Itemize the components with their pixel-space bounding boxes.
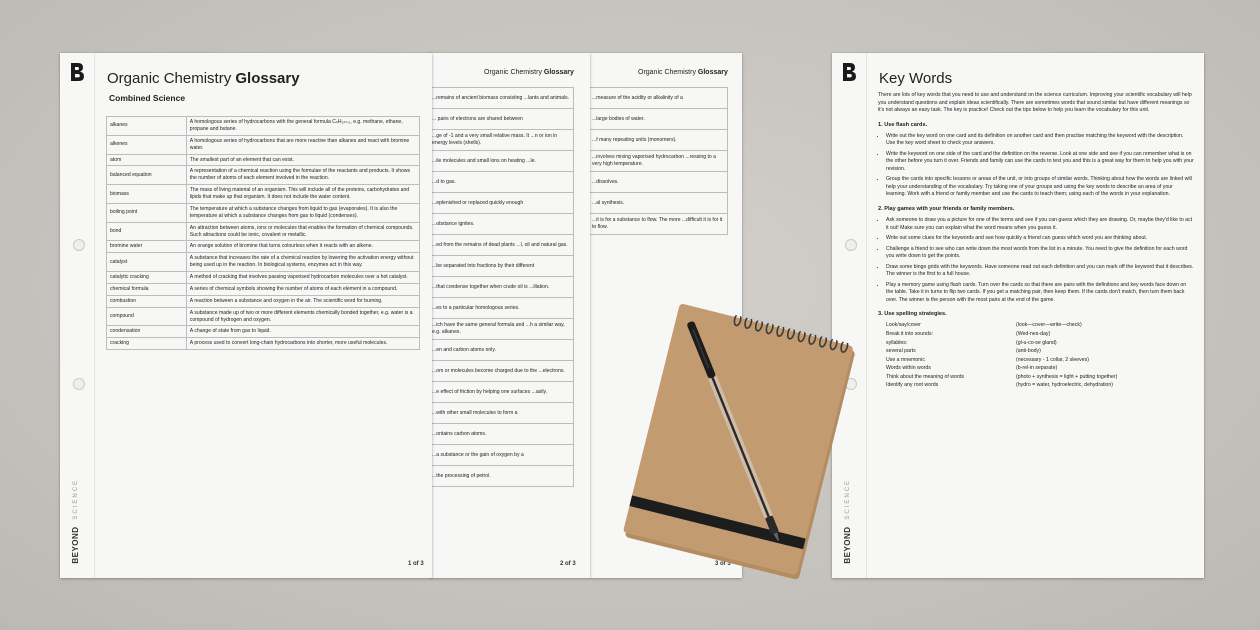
binder-hole (73, 378, 85, 390)
glossary-row (107, 241, 420, 253)
spelling-strategy: Words within words (886, 365, 931, 372)
glossary-term: alkanes (107, 117, 187, 136)
glossary-row (107, 338, 420, 350)
glossary-definition: A homologous series of hydrocarbons that are more reactive than alkanes and react with bromine water. (186, 135, 419, 154)
brand-vertical (71, 479, 80, 564)
brand-vertical (843, 479, 852, 564)
key-words-page (832, 53, 1204, 578)
spelling-example: (gl-u-co-se gland) (1016, 339, 1057, 346)
spelling-strategies (878, 322, 1194, 389)
brand-sub: SCIENCE (73, 479, 79, 521)
glossary-row (430, 172, 574, 193)
glossary-definition: ...with other small molecules to form a (430, 403, 574, 424)
glossary-row (107, 185, 420, 204)
spelling-strategy: Think about the meaning of words (886, 373, 965, 380)
brand-sub: SCIENCE (845, 479, 851, 521)
intro-paragraph: There are lots of key words that you need to use and understand on the science curriculum. Improving your scientific vocabulary will help you understand questions and explain ideas scientifically. There are sometimes words that sound similar but have different meanings so it's not always an easy task. The key is practice! Check out the tips below to help you learn the vocabulary for this unit. (878, 92, 1192, 114)
glossary-term: balanced equation (107, 166, 187, 185)
glossary-page-2 (430, 53, 590, 578)
section-heading-3: 3. Use spelling strategies. (878, 311, 947, 318)
glossary-row (430, 319, 574, 340)
spelling-strategy: Use a mnemonic (886, 356, 925, 363)
glossary-row (430, 445, 574, 466)
glossary-definition: ... pairs of electrons are shared between (430, 109, 574, 130)
glossary-row (430, 403, 574, 424)
spelling-strategy: several parts (886, 348, 916, 355)
glossary-term: bromine water (107, 241, 187, 253)
glossary-term: compound (107, 307, 187, 326)
glossary-definition: ...it is for a substance to flow. The more ...difficult it is for it to flow. (590, 214, 728, 235)
glossary-definition: A representation of a chemical reaction using the formulae of the reactants and products. It shows the number of atoms of each element involved in the reaction. (186, 166, 419, 185)
glossary-term: combustion (107, 295, 187, 307)
glossary-definition: A substance that increases the rate of a chemical reaction by lowering the activation energy without being used up in the reaction. In biological systems, enzymes act in this way. (186, 253, 419, 272)
glossary-definition: An attraction between atoms, ions or molecules that enables the formation of chemical compounds. Such attractions could be ionic, covalent or metallic. (186, 222, 419, 241)
page-number: 3 of 3 (715, 561, 731, 567)
glossary-row (107, 166, 420, 185)
header-bold: Glossary (697, 69, 728, 76)
glossary-row (590, 193, 728, 214)
page-title (107, 70, 300, 87)
glossary-row (430, 466, 574, 487)
spelling-example: (Wed-nes-day) (1016, 331, 1051, 338)
glossary-definition: ...d to gas. (430, 172, 574, 193)
page-title: Key Words (879, 70, 953, 87)
brand-name: BEYOND (843, 526, 852, 564)
header-bold: Glossary (543, 69, 574, 76)
glossary-table-3 (590, 87, 728, 235)
glossary-row (430, 109, 574, 130)
glossary-page-1 (60, 53, 432, 578)
spelling-example: (anti-body) (1016, 348, 1041, 355)
glossary-row (107, 326, 420, 338)
page-3-header (638, 69, 728, 76)
page-subtitle: Combined Science (109, 93, 186, 103)
glossary-row (107, 135, 420, 154)
brand-name: BEYOND (71, 526, 80, 564)
glossary-term: cracking (107, 338, 187, 350)
tip-item: • Draw some bingo grids with the keywords. Have someone read out each definition and you can mark off the keyword that it describes. The winner is the first to a full house. (886, 264, 1194, 279)
section-heading-1: 1. Use flash cards. (878, 121, 928, 128)
glossary-row (590, 130, 728, 151)
page-number: 2 of 3 (560, 561, 576, 567)
glossary-definition: ...dissolves. (590, 172, 728, 193)
glossary-definition: ...ontains carbon atoms. (430, 424, 574, 445)
glossary-row (107, 222, 420, 241)
spelling-example: (look—cover—write—check) (1016, 322, 1082, 329)
title-light: Organic Chemistry (107, 70, 232, 87)
tip-item: • Write out some clues for the keywords and see how quickly a friend can guess which word you are thinking about. (886, 235, 1194, 243)
glossary-term: condensation (107, 326, 187, 338)
glossary-row (107, 253, 420, 272)
beyond-logo-icon (841, 61, 857, 83)
tip-item: • Challenge a friend to see who can write down the most words from the list in a minute. You need to give the definition for each word you write down to get the points. (886, 246, 1194, 261)
glossary-definition: An orange solution of bromine that turns colourless when it reacts with an alkene. (186, 241, 419, 253)
glossary-definition: ...al synthesis. (590, 193, 728, 214)
glossary-definition: ...obstance ignites. (430, 214, 574, 235)
glossary-term: alkenes (107, 135, 187, 154)
glossary-row (430, 277, 574, 298)
tip-item: • Play a memory game using flash cards. Turn over the cards so that there are pairs with the definitions and key words face down on the table. Take it in turns to flip two cards. If you get a matching pair, then keep them. If the cards don't match, then turn them back over. The winner is the person with the most pairs at the end of the game. (886, 282, 1194, 305)
title-bold: Glossary (235, 70, 300, 87)
glossary-term: biomass (107, 185, 187, 204)
glossary-definition: The mass of living material of an organism. This will include all of the proteins, carbohydrates and lipids that make up that organism. It does not include the water content. (186, 185, 419, 204)
spelling-example: (b-rel-in separate) (1016, 365, 1058, 372)
glossary-row (430, 382, 574, 403)
glossary-definition: A series of chemical symbols showing the number of atoms of each element in a compound. (186, 283, 419, 295)
spelling-strategy: syllables: (886, 339, 908, 346)
glossary-row (430, 340, 574, 361)
glossary-definition: A process used to convert long-chain hydrocarbons into shorter, more useful molecules. (186, 338, 419, 350)
glossary-definition: A reaction between a substance and oxygen in the air. The scientific word for burning. (186, 295, 419, 307)
glossary-row (590, 88, 728, 109)
page-2-header (484, 69, 574, 76)
glossary-term: chemical formula (107, 283, 187, 295)
glossary-row (590, 214, 728, 235)
glossary-row (430, 88, 574, 109)
glossary-definition: ...ed from the remains of dead plants ...l, oil and natural gas. (430, 235, 574, 256)
glossary-row (590, 109, 728, 130)
glossary-definition: ...involves mixing vaporised hydrocarbon ...ressing to a very high temperature. (590, 151, 728, 172)
glossary-row (590, 172, 728, 193)
glossary-definition: ...es to a particular homologous series. (430, 298, 574, 319)
glossary-row (107, 154, 420, 166)
glossary-definition: ...om or molecules become charged due to the ...electrons. (430, 361, 574, 382)
glossary-definition: ...the processing of petrol. (430, 466, 574, 487)
glossary-row (107, 272, 420, 284)
glossary-term: atom (107, 154, 187, 166)
spelling-strategy: Identify any root words (886, 382, 939, 389)
spelling-example: (necessary - 1 collar, 2 sleeves) (1016, 356, 1089, 363)
glossary-row (107, 117, 420, 136)
glossary-definition: The temperature at which a substance changes from liquid to gas (evaporates). It is also the temperature at which a substance changes from gas to liquid (condenses). (186, 203, 419, 222)
glossary-row (430, 193, 574, 214)
glossary-row (430, 130, 574, 151)
glossary-definition: ...eplenished or replaced quickly enough (430, 193, 574, 214)
tip-item: • Ask someone to draw you a picture for one of the terms and see if you can guess which they are drawing. Or, maybe they'd like to act it out! Make sure you can explain what the word means when you guess it. (886, 217, 1194, 232)
beyond-logo-icon (69, 61, 85, 83)
tips-list-2 (878, 217, 1194, 304)
key-words-body (878, 92, 1194, 390)
spelling-strategy: Break it into sounds: (886, 331, 934, 338)
glossary-definition: ...ge of -1 and a very small relative mass. It ...n or ion in energy levels (shells). (430, 130, 574, 151)
spelling-example: (photo + synthesis = light + putting together) (1016, 373, 1118, 380)
spelling-strategy: Look/say/cover (886, 322, 921, 329)
glossary-definition: ...be separated into fractions by their different (430, 256, 574, 277)
glossary-term: bond (107, 222, 187, 241)
glossary-term: boiling point (107, 203, 187, 222)
glossary-definition: ...f many repeating units (monomers). (590, 130, 728, 151)
glossary-definition: A substance made up of two or more different elements chemically bonded together, e.g. water is a compound of hydrogen and oxygen. (186, 307, 419, 326)
glossary-row (430, 298, 574, 319)
binder-hole (845, 239, 857, 251)
glossary-row (590, 151, 728, 172)
glossary-definition: ...e effect of friction by helping one surfaces ...asily. (430, 382, 574, 403)
glossary-definition: A change of state from gas to liquid. (186, 326, 419, 338)
glossary-definition: ...ile molecules and small ions on heating ...le. (430, 151, 574, 172)
tip-item: • Write the keyword on one side of the card and the definition on the reverse. Look at one side and see if you can remember what is on the other before you turn it over. Friends and family can use the cards to test you and this is a great way for them to help you with your revision. (886, 151, 1194, 174)
glossary-row (107, 203, 420, 222)
glossary-definition: ...remains of ancient biomass consisting ...lants and animals. (430, 88, 574, 109)
glossary-row (107, 283, 420, 295)
glossary-definition: ...ich have the same general formula and ...h a similar way, e.g. alkanes. (430, 319, 574, 340)
glossary-table-2 (430, 87, 574, 487)
glossary-row (107, 307, 420, 326)
glossary-row (430, 361, 574, 382)
glossary-definition: ...measure of the acidity or alkalinity of a (590, 88, 728, 109)
glossary-definition: The smallest part of an element that can exist. (186, 154, 419, 166)
glossary-row (430, 151, 574, 172)
glossary-row (107, 295, 420, 307)
glossary-definition: ...en and carbon atoms only. (430, 340, 574, 361)
glossary-row (430, 214, 574, 235)
glossary-row (430, 424, 574, 445)
glossary-row (430, 256, 574, 277)
tips-list-1 (878, 133, 1194, 199)
glossary-definition: ...that condense together when crude oil is ...illation. (430, 277, 574, 298)
page-number: 1 of 3 (408, 561, 424, 567)
glossary-definition: ...large bodies of water. (590, 109, 728, 130)
glossary-definition: A method of cracking that involves passing vaporised hydrocarbon molecules over a hot catalyst. (186, 272, 419, 284)
binder-hole (73, 239, 85, 251)
tip-item: • Write out the key word on one card and its definition on another card and then practise matching the keyword with the description. Use the key word sheet to check your answers. (886, 133, 1194, 148)
glossary-definition: A homologous series of hydrocarbons with the general formula CₙH₂ₙ₊₂, e.g. methane, ethane, propane and butane. (186, 117, 419, 136)
glossary-table-1 (106, 116, 420, 350)
glossary-row (430, 235, 574, 256)
glossary-definition: ...a substance or the gain of oxygen by a (430, 445, 574, 466)
glossary-term: catalytic cracking (107, 272, 187, 284)
section-heading-2: 2. Play games with your friends or family members. (878, 205, 1015, 212)
glossary-term: catalyst (107, 253, 187, 272)
spelling-example: (hydro = water, hydroelectric, dehydration) (1016, 382, 1114, 389)
header-light: Organic Chemistry (638, 69, 696, 76)
header-light: Organic Chemistry (484, 69, 542, 76)
tip-item: • Group the cards into specific lessons or areas of the unit, or into groups of similar words. Thinking about how the words are linked will help your understanding of the vocabulary. Try taking one of your groups and using the key words to describe an area of your learning. Work with a friend or family member and use the cards to teach them; using each of the words in your explanation. (886, 176, 1194, 199)
